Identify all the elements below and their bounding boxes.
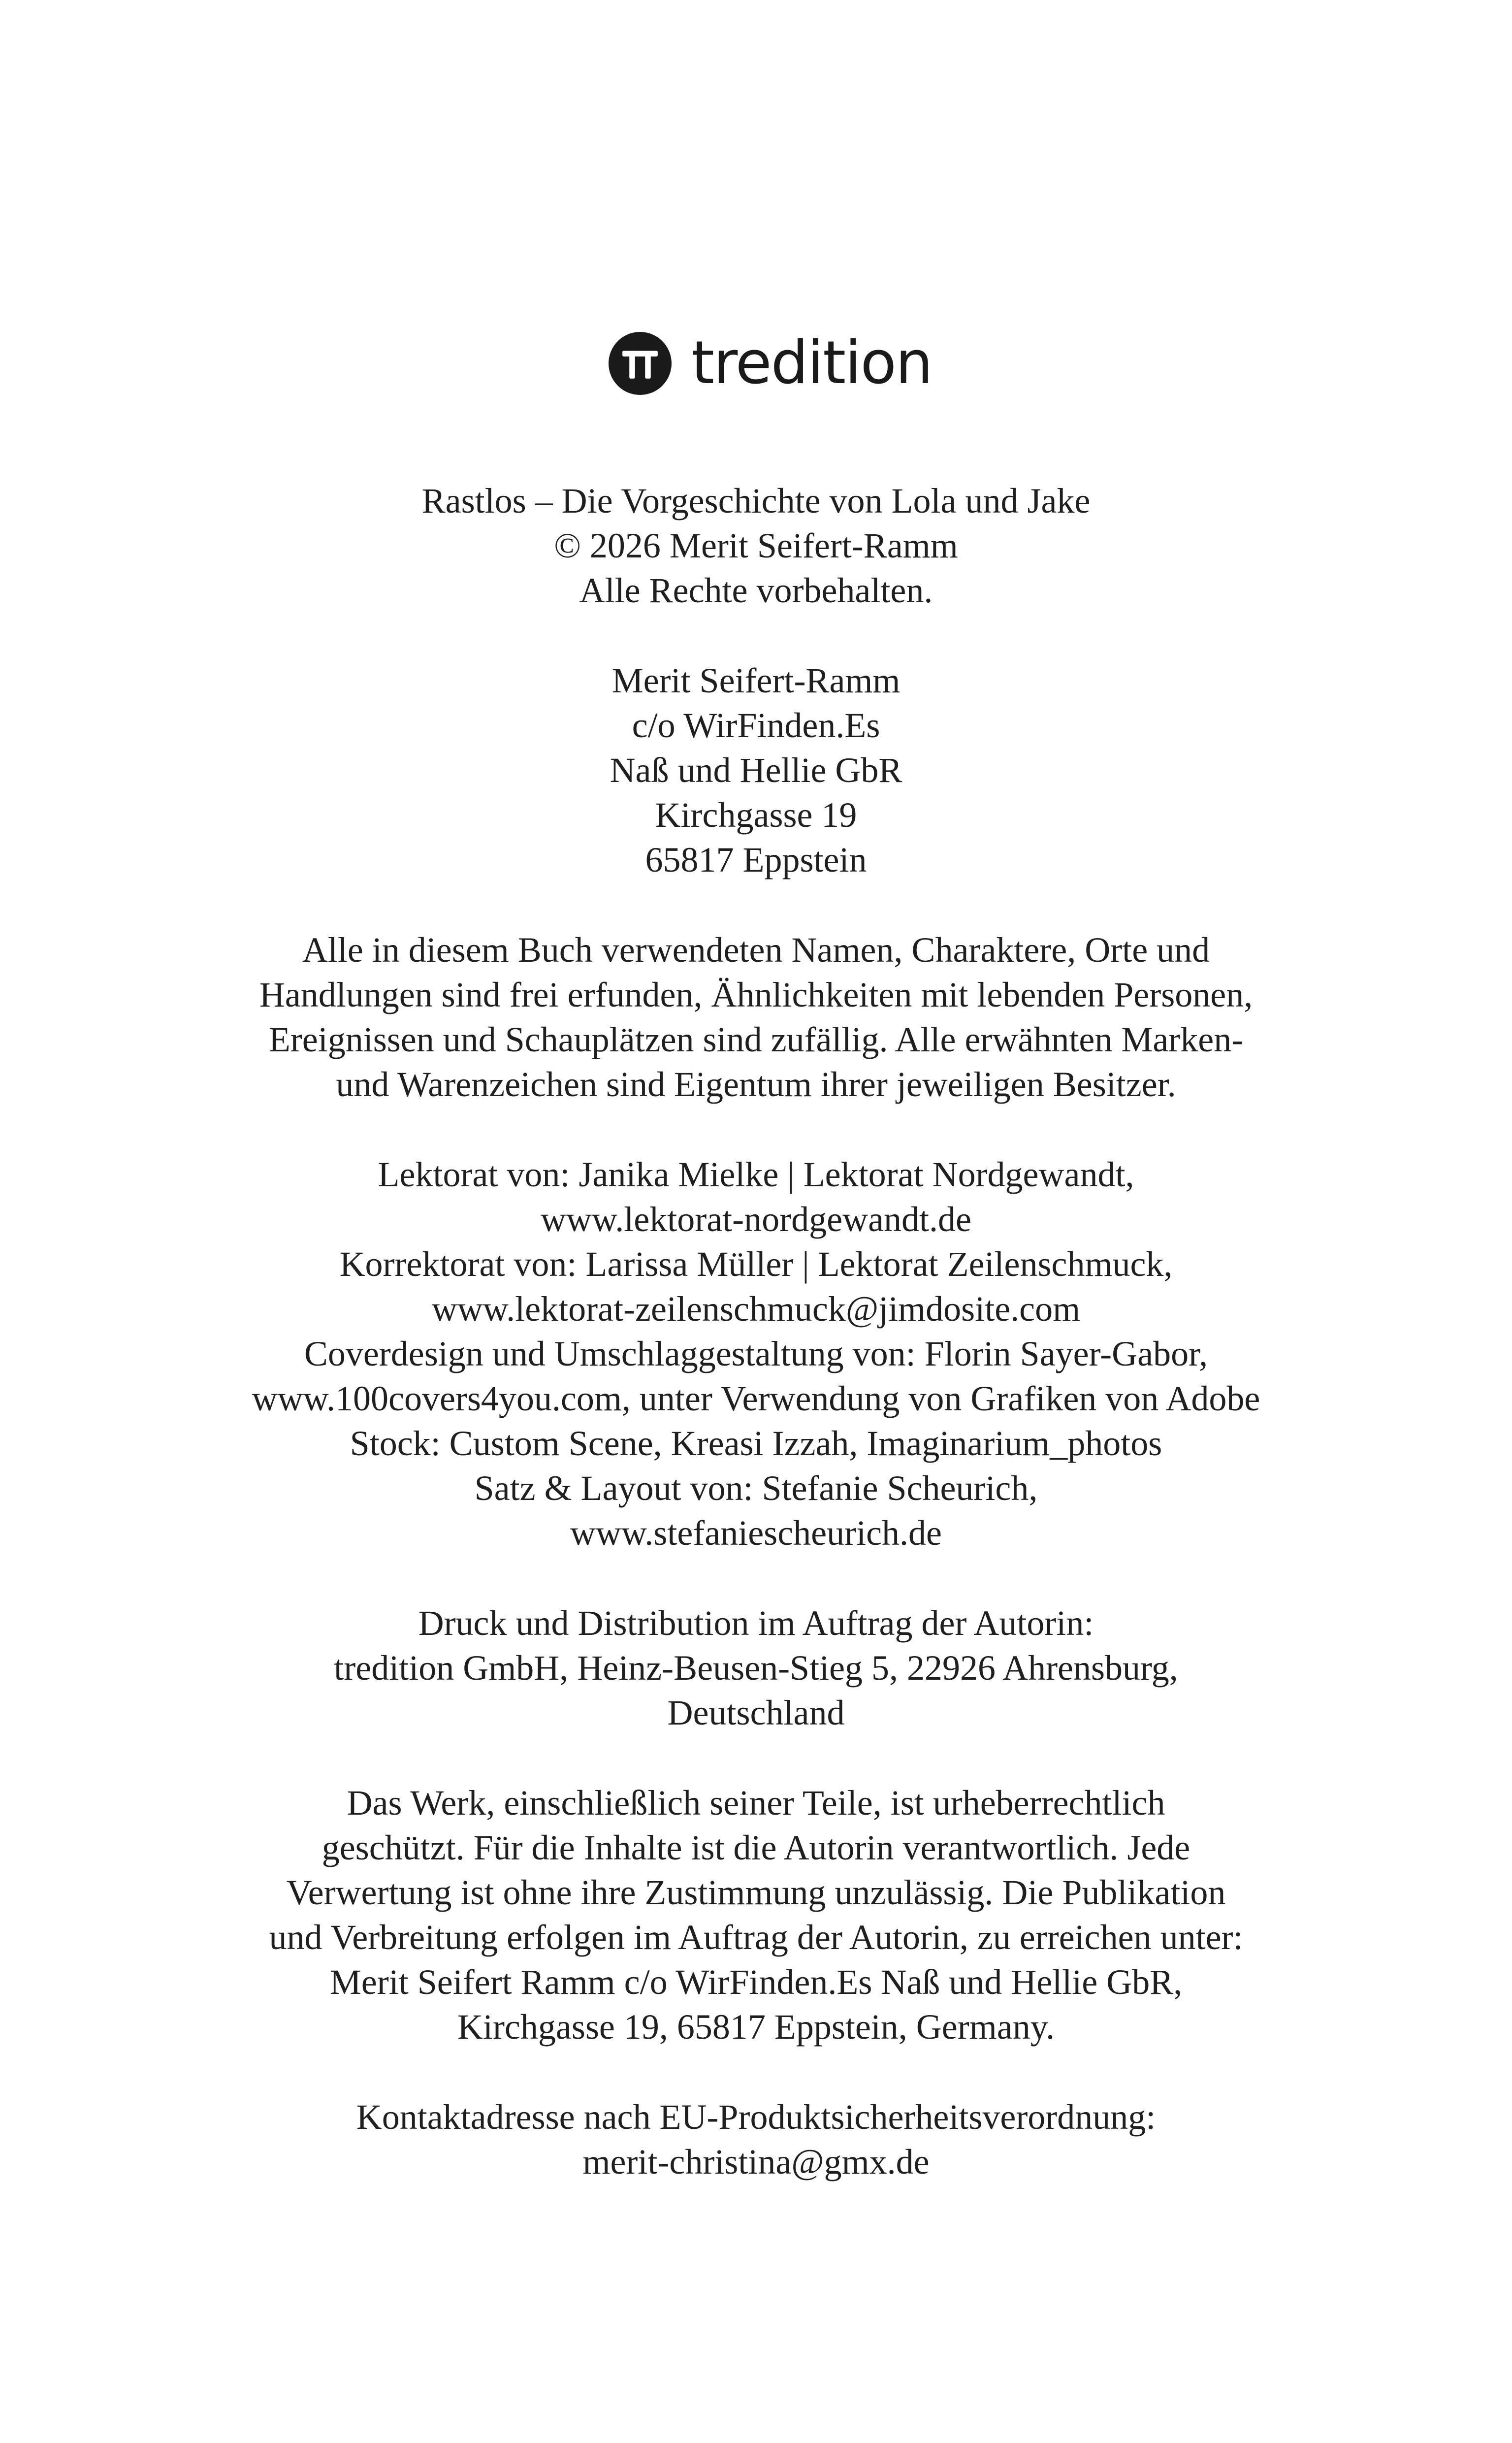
credits-line: www.100covers4you.com, unter Verwendung von Grafiken von Adobe [252,1379,1260,1418]
credits-line: www.lektorat-zeilenschmuck@jimdosite.com [431,1289,1081,1329]
credits-line: Coverdesign und Umschlaggestaltung von: Florin Sayer-Gabor, [304,1334,1208,1373]
legal-line: Merit Seifert Ramm c/o WirFinden.Es Naß und Hellie GbR, [329,1962,1183,2002]
address-line: Kirchgasse 19 [655,795,857,835]
distribution-line: tredition GmbH, Heinz-Beusen-Stieg 5, 22926 Ahrensburg, [334,1648,1178,1688]
tredition-logo-icon [609,332,672,395]
legal-line: Das Werk, einschließlich seiner Teile, ist urheberrechtlich [347,1783,1165,1823]
address-line: c/o WirFinden.Es [632,706,880,745]
publisher-logo [609,329,932,398]
disclaimer-line: Alle in diesem Buch verwendeten Namen, Charaktere, Orte und [302,930,1210,970]
distribution-line: Druck und Distribution im Auftrag der Autorin: [418,1603,1094,1643]
publisher-name: tredition [691,329,932,397]
credits-line: Lektorat von: Janika Mielke | Lektorat Nordgewandt, [378,1155,1134,1194]
address-line: 65817 Eppstein [645,840,867,879]
book-title: Rastlos – Die Vorgeschichte von Lola und Jake [421,481,1091,521]
legal-line: und Verbreitung erfolgen im Auftrag der Autorin, zu erreichen unter: [269,1918,1243,1957]
disclaimer-line: und Warenzeichen sind Eigentum ihrer jeweiligen Besitzer. [336,1065,1176,1104]
legal-line: geschützt. Für die Inhalte ist die Autorin verantwortlich. Jede [322,1828,1190,1867]
credits-line: www.stefaniescheurich.de [570,1513,942,1553]
copyright-line: © 2026 Merit Seifert-Ramm [554,526,958,565]
address-line: Naß und Hellie GbR [610,750,902,790]
rights-line: Alle Rechte vorbehalten. [579,571,933,610]
legal-line: Kirchgasse 19, 65817 Eppstein, Germany. [457,2007,1055,2047]
contact-email: merit-christina@gmx.de [582,2142,930,2182]
disclaimer-line: Handlungen sind frei erfunden, Ähnlichkeiten mit lebenden Personen, [259,975,1253,1014]
legal-line: Verwertung ist ohne ihre Zustimmung unzulässig. Die Publikation [286,1873,1226,1912]
credits-line: Satz & Layout von: Stefanie Scheurich, [474,1468,1038,1508]
credits-line: www.lektorat-nordgewandt.de [540,1200,972,1239]
distribution-line: Deutschland [667,1693,845,1732]
credits-line: Stock: Custom Scene, Kreasi Izzah, Imaginarium_photos [350,1424,1162,1463]
address-line: Merit Seifert-Ramm [611,661,901,700]
contact-line: Kontaktadresse nach EU-Produktsicherheitsverordnung: [356,2097,1156,2137]
disclaimer-line: Ereignissen und Schauplätzen sind zufällig. Alle erwähnten Marken- [268,1020,1244,1059]
credits-line: Korrektorat von: Larissa Müller | Lektorat Zeilenschmuck, [339,1244,1173,1284]
